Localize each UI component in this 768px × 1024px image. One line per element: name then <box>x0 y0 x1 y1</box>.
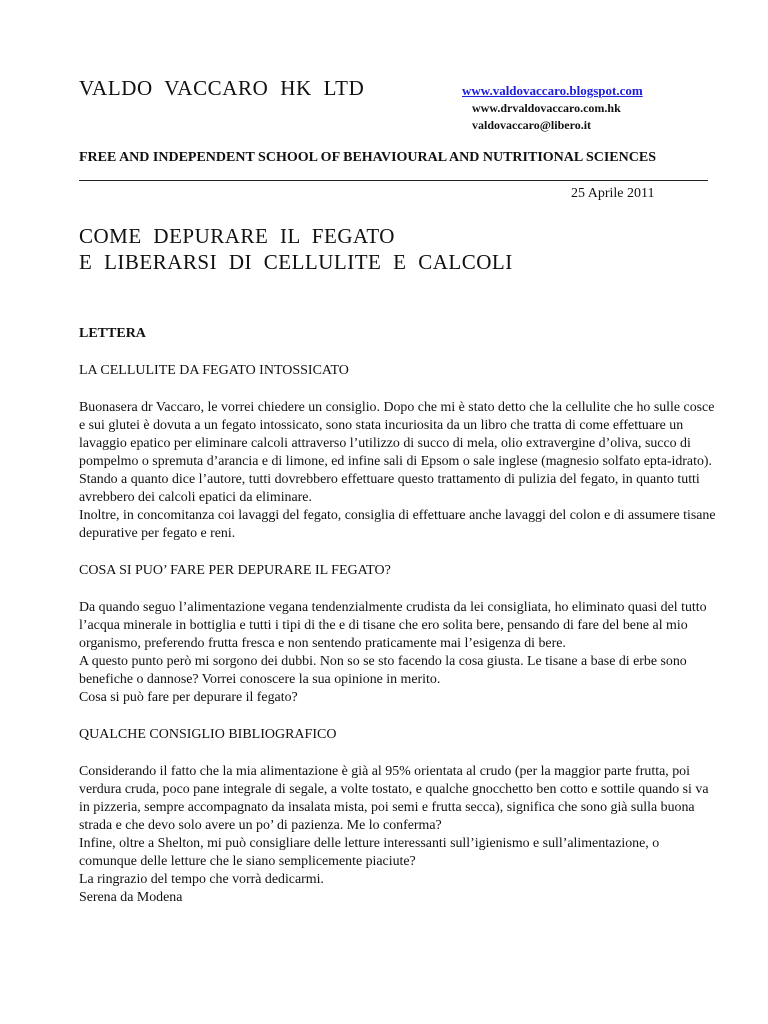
paragraph: Inoltre, in concomitanza coi lavaggi del fegato, consiglia di effettuare anche lavaggi del colon e di assumere tisane depurative per fegato e reni. <box>79 508 716 541</box>
letter-label: LETTERA <box>79 326 146 341</box>
title-line-1: COME DEPURARE IL FEGATO <box>79 224 395 248</box>
section-heading-depurare: COSA SI PUO’ FARE PER DEPURARE IL FEGATO? <box>79 563 391 578</box>
paragraph: A questo punto però mi sorgono dei dubbi. Non so se sto facendo la cosa giusta. Le tisane a base di erbe sono benefiche o dannose? Vorrei conoscere la sua opinione in merito. <box>79 654 687 687</box>
section-heading-cellulite: LA CELLULITE DA FEGATO INTOSSICATO <box>79 363 349 378</box>
signature: Serena da Modena <box>79 890 183 905</box>
paragraph: Da quando seguo l’alimentazione vegana tendenzialmente crudista da lei consigliata, ho eliminato quasi del tutto l’acqua minerale in bottiglia e tutti i tipi di the e di tisane che ero solita bere, pensando di fare del bene al mio organismo, preferendo frutta fresca e non sentendo praticamente mai l’esigenza di bere. <box>79 600 707 651</box>
header-divider <box>79 180 708 181</box>
contact-block <box>462 82 643 134</box>
letter-body <box>79 325 719 907</box>
title-line-2: E LIBERARSI DI CELLULITE E CALCOLI <box>79 250 513 274</box>
website-text: www.drvaldovaccaro.com.hk <box>472 101 621 115</box>
document-title <box>79 223 513 275</box>
paragraph: Buonasera dr Vaccaro, le vorrei chiedere un consiglio. Dopo che mi è stato detto che la cellulite che ho sulle cosce e sui glutei è dovuta a un fegato intossicato, sono stata incuriosita da un libro che tratta di come effettuare un lavaggio epatico per eliminare calcoli attraverso l’utilizzo di succo di mela, olio extravergine d’oliva, succo di pompelmo o spremuta d’arancia e di limone, ed infine sali di Epsom o sale inglese (magnesio solfato epta-idrato). <box>79 400 715 469</box>
paragraph: Considerando il fatto che la mia alimentazione è già al 95% orientata al crudo (per la maggior parte frutta, poi verdura cruda, poco pane integrale di segale, a volte tostato, e qualche gnocchetto ben cotto e sottile quando si va in pizzeria, sempre accompagnato da insalata mista, poi semi e frutta secca), significa che sono già sulla buona strada e che devo solo avere un po’ di pazienza. Me lo conferma? <box>79 764 709 833</box>
paragraph: Infine, oltre a Shelton, mi può consigliare delle letture interessanti sull’igienismo e sull’alimentazione, o comunque delle letture che le siano semplicemente piaciute? <box>79 836 660 869</box>
paragraph: Stando a quanto dice l’autore, tutti dovrebbero effettuare questo trattamento di pulizia del fegato, in quanto tutti avrebbero dei calcoli epatici da eliminare. <box>79 472 700 505</box>
company-name: VALDO VACCARO HK LTD <box>79 76 365 100</box>
section-heading-bibliografia: QUALCHE CONSIGLIO BIBLIOGRAFICO <box>79 727 337 742</box>
paragraph: La ringrazio del tempo che vorrà dedicarmi. <box>79 872 324 887</box>
blog-link[interactable]: www.valdovaccaro.blogspot.com <box>462 83 643 98</box>
letter-date: 25 Aprile 2011 <box>571 186 655 201</box>
email-text: valdovaccaro@libero.it <box>472 118 592 132</box>
paragraph: Cosa si può fare per depurare il fegato? <box>79 690 298 705</box>
school-name: FREE AND INDEPENDENT SCHOOL OF BEHAVIOURAL AND NUTRITIONAL SCIENCES <box>79 150 656 165</box>
